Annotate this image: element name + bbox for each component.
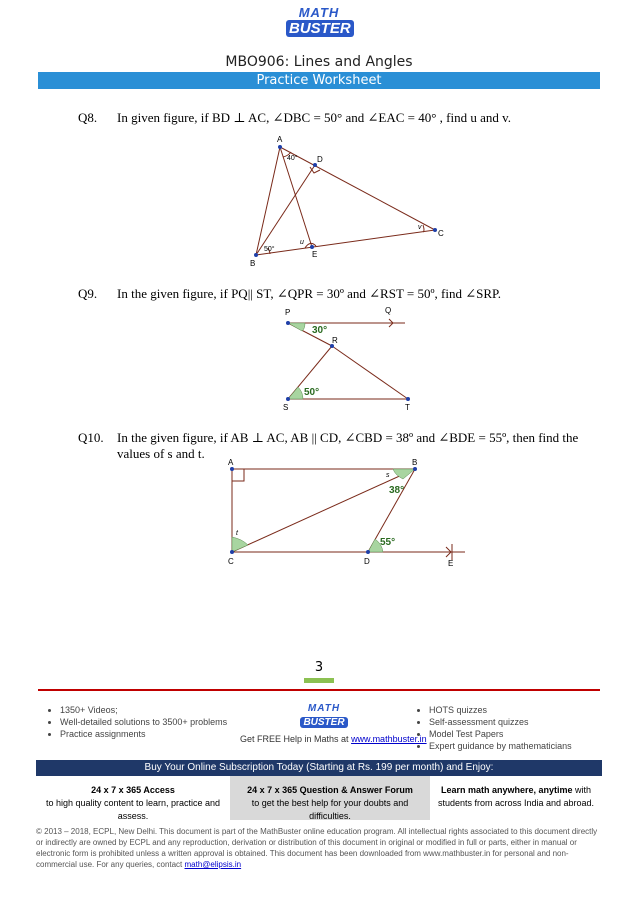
- q8-angle-40: 40°: [287, 155, 298, 162]
- q8-label-c: C: [438, 229, 444, 238]
- logo-math-text: MATH: [298, 5, 340, 20]
- question-text-q10-line1: In the given figure, if AB ⊥ AC, AB || CD, ∠CBD = 38º and ∠BDE = 55º, then find the: [117, 430, 579, 445]
- footer-logo: [300, 703, 348, 729]
- header-logo: [286, 6, 352, 38]
- q10-angle-55: 55°: [380, 537, 396, 548]
- subscription-bar: Buy Your Online Subscription Today (Starting at Rs. 199 per month) and Enjoy:: [36, 760, 602, 776]
- contact-email-link[interactable]: math@elipsis.in: [184, 860, 242, 869]
- footer-divider: [38, 689, 600, 691]
- q10-label-a: A: [228, 458, 234, 467]
- benefit-text: to get the best help for your doubts and difficulties.: [251, 798, 409, 821]
- help-text: Get FREE Help in Maths at: [240, 734, 349, 744]
- benefit-col-2: [230, 776, 430, 820]
- q8-angle-u: u: [300, 239, 304, 246]
- q10-label-d: D: [364, 557, 370, 566]
- question-number-q9: Q9.: [78, 286, 98, 301]
- help-line: [240, 734, 427, 744]
- features-left: [46, 704, 246, 740]
- q10-angle-38: 38°: [389, 485, 405, 496]
- figure-q9: [275, 302, 425, 417]
- benefit-title: 24 x 7 x 365 Question & Answer Forum: [247, 785, 413, 795]
- benefit-title: 24 x 7 x 365 Access: [91, 785, 175, 795]
- footer-logo-buster: BUSTER: [300, 717, 347, 728]
- benefit-title-rest: with: [572, 785, 592, 795]
- q8-label-d: D: [317, 155, 323, 164]
- features-right: [415, 704, 605, 752]
- document-title: MBO906: Lines and Angles: [225, 54, 413, 70]
- benefit-title: Learn math anywhere, anytime: [440, 785, 573, 795]
- q10-angle-t: t: [236, 530, 238, 537]
- feature-item: • 1350+ Videos;: [60, 704, 246, 716]
- q8-label-e: E: [312, 250, 318, 259]
- figure-q10: [220, 455, 470, 570]
- question-text-q10-line2: values of s and t.: [117, 446, 205, 461]
- feature-item: • Well-detailed solutions to 3500+ problems: [60, 716, 246, 728]
- q9-label-s: S: [283, 403, 289, 412]
- q10-label-e: E: [448, 559, 454, 568]
- figure-q8: [240, 130, 460, 270]
- benefit-col-3: [430, 776, 602, 820]
- copyright-text: © 2013 – 2018, ECPL, New Delhi. This document is part of the MathBuster online education program. All intellectual rights associated to this document directly or indirectly are owned by ECPL and any reproduction, derivation or distribution of this document in original or modified in full or parts, either in manual or electronic form is prohibited unless a written approval is obtained. This document has been downloaded from www.mathbuster.in for personal and non-commercial use. For any queries, contact: [36, 827, 598, 869]
- logo-buster-text: BUSTER: [286, 20, 354, 37]
- feature-item: • HOTS quizzes: [429, 704, 605, 716]
- worksheet-banner: Practice Worksheet: [38, 72, 600, 89]
- q9-label-q: Q: [385, 306, 392, 315]
- feature-item: • Model Test Papers: [429, 728, 605, 740]
- page-number: 3: [314, 660, 324, 675]
- q9-label-p: P: [285, 308, 291, 317]
- feature-item: • Practice assignments: [60, 728, 246, 740]
- question-text-q9: In the given figure, if PQ|| ST, ∠QPR = 30º and ∠RST = 50º, find ∠SRP.: [117, 286, 502, 301]
- help-link[interactable]: www.mathbuster.in: [351, 734, 427, 744]
- q9-angle-50: 50°: [304, 387, 320, 398]
- benefit-text: students from across India and abroad.: [437, 798, 595, 808]
- copyright-notice: [36, 826, 602, 870]
- q10-angle-s: s: [386, 472, 390, 479]
- q9-label-r: R: [332, 336, 338, 345]
- question-number-q10: Q10.: [78, 430, 104, 445]
- feature-item: • Expert guidance by mathematicians: [429, 740, 605, 752]
- q10-label-b: B: [412, 458, 418, 467]
- benefit-text: to high quality content to learn, practice and assess.: [45, 798, 221, 821]
- q9-angle-30: 30°: [312, 325, 328, 336]
- question-number-q8: Q8.: [78, 110, 98, 125]
- q9-label-t: T: [405, 403, 410, 412]
- q8-angle-50: 50°: [264, 246, 275, 253]
- q10-label-c: C: [228, 557, 234, 566]
- page-number-bar: [304, 678, 334, 683]
- feature-item: • Self-assessment quizzes: [429, 716, 605, 728]
- q8-label-a: A: [277, 135, 283, 144]
- question-text-q8: In given figure, if BD ⊥ AC, ∠DBC = 50° and ∠EAC = 40° , find u and v.: [117, 110, 512, 125]
- q8-label-b: B: [250, 259, 256, 268]
- benefit-col-1: [36, 776, 230, 820]
- q8-angle-v: v: [418, 224, 422, 231]
- footer-logo-math: MATH: [307, 703, 341, 714]
